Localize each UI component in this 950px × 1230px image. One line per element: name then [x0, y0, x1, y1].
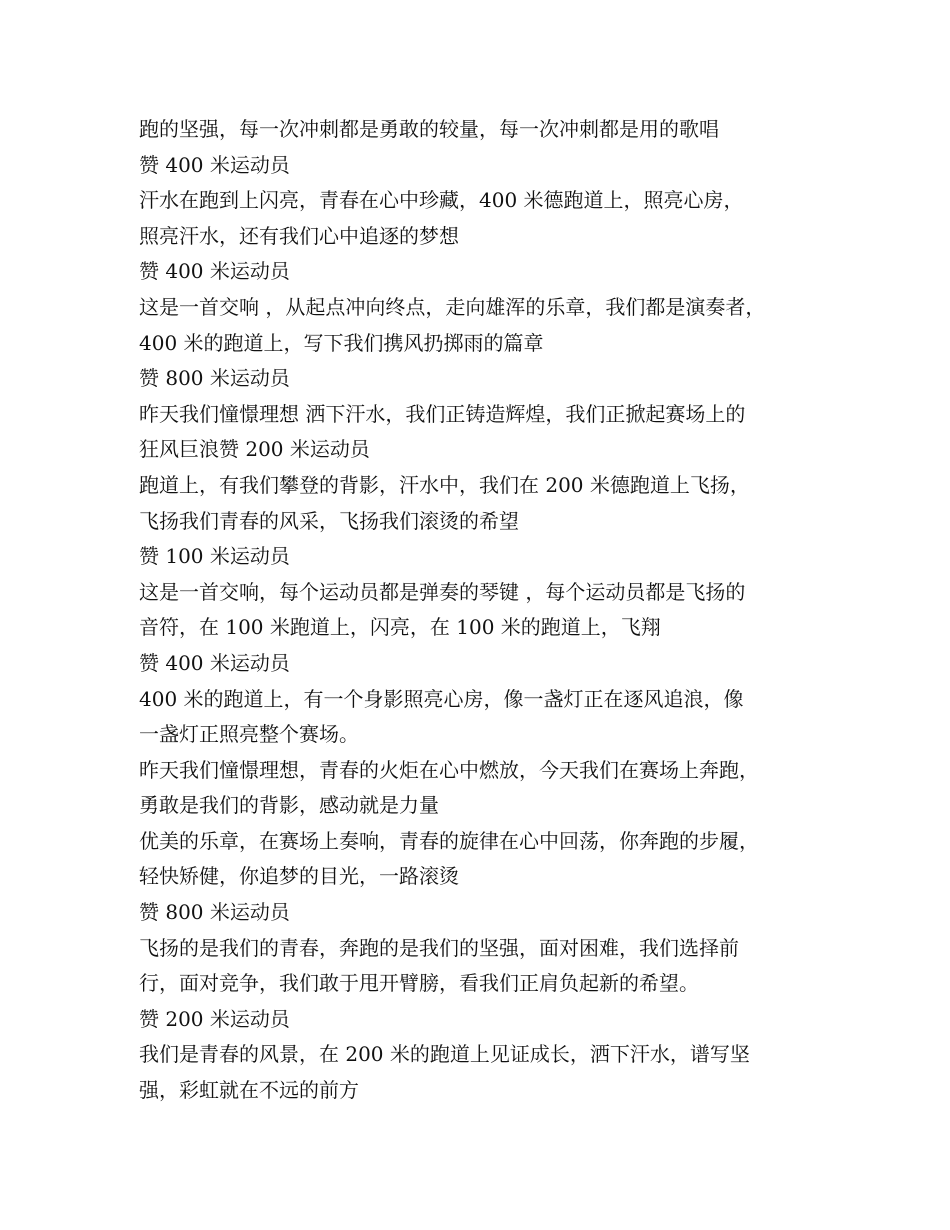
text-line: 照亮汗水，还有我们心中追逐的梦想 — [139, 223, 459, 248]
text-line: 400 米的跑道上，写下我们携风扔掷雨的篇章 — [139, 330, 544, 355]
text-line: 昨天我们憧憬理想 洒下汗水，我们正铸造辉煌，我们正掀起赛场上的 — [139, 401, 746, 426]
text-line: 汗水在跑到上闪亮，青春在心中珍藏，400 米德跑道上，照亮心房， — [139, 188, 744, 213]
document-body — [139, 112, 829, 1109]
text-line: 跑道上，有我们攀登的背影，汗水中，我们在 200 米德跑道上飞扬， — [139, 472, 750, 497]
section-heading: 赞 400 米运动员 — [139, 152, 290, 177]
section-heading: 赞 800 米运动员 — [139, 366, 290, 391]
text-line: 强，彩虹就在不远的前方 — [139, 1078, 359, 1103]
text-line: 跑的坚强，每一次冲刺都是勇敢的较量，每一次冲刺都是用的歌唱 — [139, 117, 719, 141]
text-line: 轻快矫健，你追梦的目光，一路滚烫 — [139, 864, 459, 889]
text-line: 飞扬的是我们的青春，奔跑的是我们的坚强，面对困难，我们选择前 — [139, 935, 739, 960]
text-line: 音符，在 100 米跑道上，闪亮，在 100 米的跑道上，飞翔 — [139, 615, 661, 640]
text-line: 400 米的跑道上，有一个身影照亮心房，像一盏灯正在逐风追浪，像 — [139, 686, 744, 711]
text-line: 昨天我们憧憬理想，青春的火炬在心中燃放，今天我们在赛场上奔跑， — [139, 757, 759, 782]
text-line: 飞扬我们青春的风采，飞扬我们滚烫的希望 — [139, 508, 519, 533]
section-heading: 赞 400 米运动员 — [139, 650, 290, 675]
text-line: 行，面对竞争，我们敢于甩开臂膀，看我们正肩负起新的希望。 — [139, 971, 699, 996]
text-line: 一盏灯正照亮整个赛场。 — [139, 722, 359, 747]
text-line: 这是一首交响，每个运动员都是弹奏的琴键 ，每个运动员都是飞扬的 — [139, 579, 746, 604]
text-line: 狂风巨浪赞 200 米运动员 — [139, 437, 370, 462]
section-heading: 赞 100 米运动员 — [139, 544, 290, 569]
section-heading: 赞 400 米运动员 — [139, 259, 290, 284]
text-line: 优美的乐章，在赛场上奏响，青春的旋律在心中回荡，你奔跑的步履， — [139, 828, 759, 853]
text-line: 我们是青春的风景，在 200 米的跑道上见证成长，洒下汗水，谱写坚 — [139, 1042, 750, 1067]
section-heading: 赞 200 米运动员 — [139, 1006, 290, 1031]
text-line: 勇敢是我们的背影，感动就是力量 — [139, 793, 439, 818]
text-line: 这是一首交响 ，从起点冲向终点，走向雄浑的乐章，我们都是演奏者， — [139, 294, 766, 319]
section-heading: 赞 800 米运动员 — [139, 900, 290, 925]
